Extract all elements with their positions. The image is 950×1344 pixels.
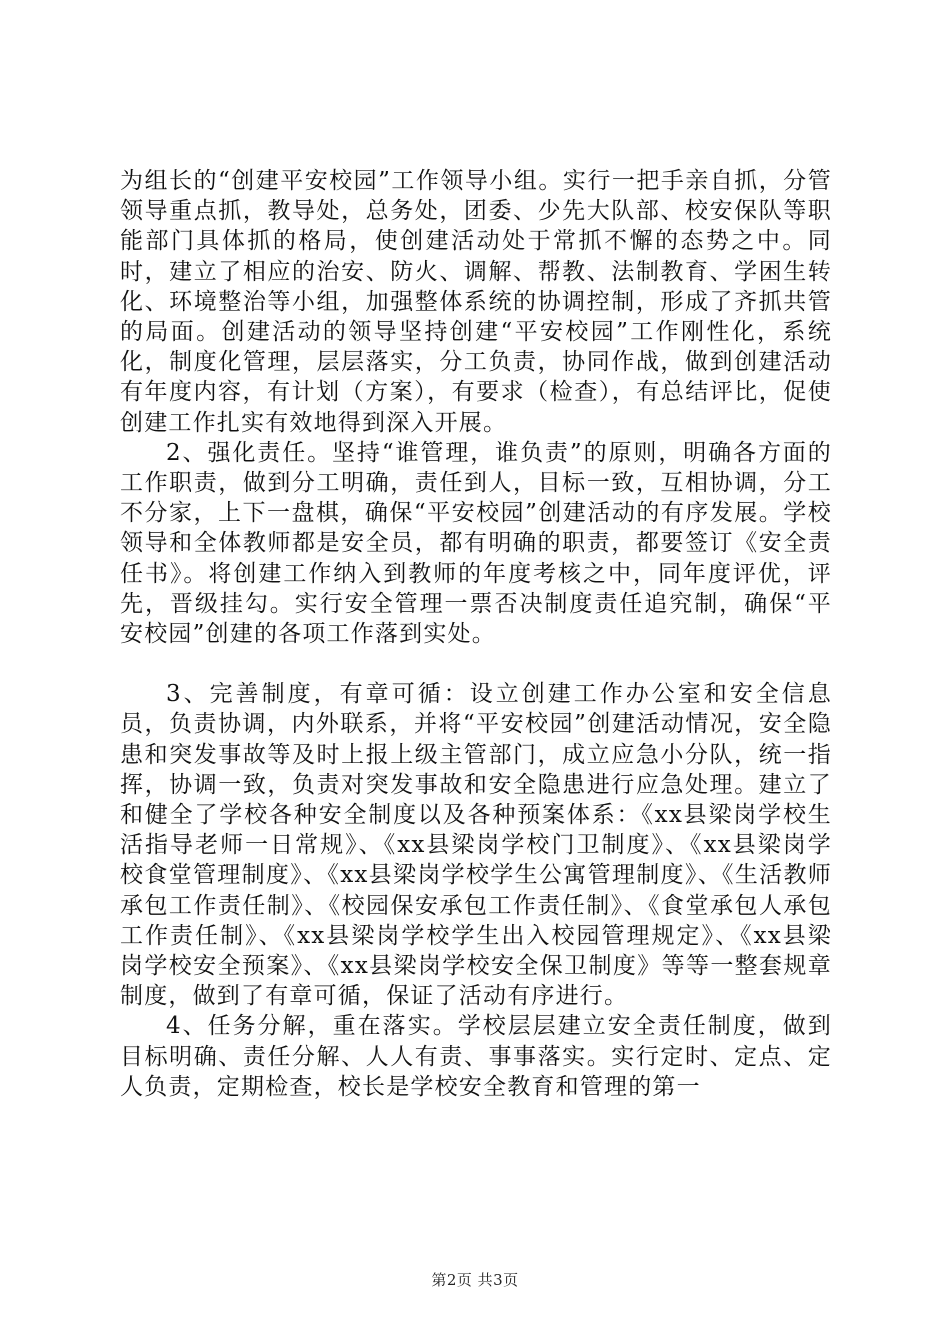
- document-body: [120, 166, 832, 1102]
- page-number-footer: 第2页 共3页: [431, 1271, 519, 1289]
- paragraph-leadership-group: 为组长的“创建平安校园”工作领导小组。实行一把手亲自抓，分管领导重点抓，教导处，总务处，团委、少先大队部、校安保队等职能部门具体抓的格局，使创建活动处于常抓不懈的态势之中。同时，建立了相应的治安、防火、调解、帮教、法制教育、学困生转化、环境整治等小组，加强整体系统的协调控制，形成了齐抓共管的局面。创建活动的领导坚持创建“平安校园”工作刚性化，系统化，制度化管理，层层落实，分工负责，协同作战，做到创建活动有年度内容，有计划（方案），有要求（检查），有总结评比，促使创建工作扎实有效地得到深入开展。: [120, 168, 832, 436]
- paragraph-spacer: [120, 649, 832, 679]
- paragraph-strengthen-responsibility: 2、强化责任。坚持“谁管理，谁负责”的原则，明确各方面的工作职责，做到分工明确，责任到人，目标一致，互相协调，分工不分家，上下一盘棋，确保“平安校园”创建活动的有序发展。学校领导和全体教师都是安全员，都有明确的职责，都要签订《安全责任书》。将创建工作纳入到教师的年度考核之中，同年度评优，评先，晋级挂勾。实行安全管理一票否决制度责任追究制，确保“平安校园”创建的各项工作落到实处。: [120, 439, 832, 648]
- paragraph-task-decomposition: 4、任务分解，重在落实。学校层层建立安全责任制度，做到目标明确、责任分解、人人有责、事事落实。实行定时、定点、定人负责，定期检查，校长是学校安全教育和管理的第一: [120, 1013, 832, 1100]
- paragraph-improve-system: 3、完善制度，有章可循：设立创建工作办公室和安全信息员，负责协调，内外联系，并将“平安校园”创建活动情况，安全隐患和突发事故等及时上报上级主管部门，成立应急小分队，统一指挥，协调一致，负责对突发事故和安全隐患进行应急处理。建立了和健全了学校各种安全制度以及各种预案体系：《xx县梁岗学校生活指导老师一日常规》、《xx县梁岗学校门卫制度》、《xx县梁岗学校食堂管理制度》、《xx县梁岗学校学生公寓管理制度》、《生活教师承包工作责任制》、《校园保安承包工作责任制》、《食堂承包人承包工作责任制》、《xx县梁岗学校学生出入校园管理规定》、《xx县梁岗学校安全预案》、《xx县梁岗学校安全保卫制度》等等一整套规章制度，做到了有章可循，保证了活动有序进行。: [120, 681, 832, 1010]
